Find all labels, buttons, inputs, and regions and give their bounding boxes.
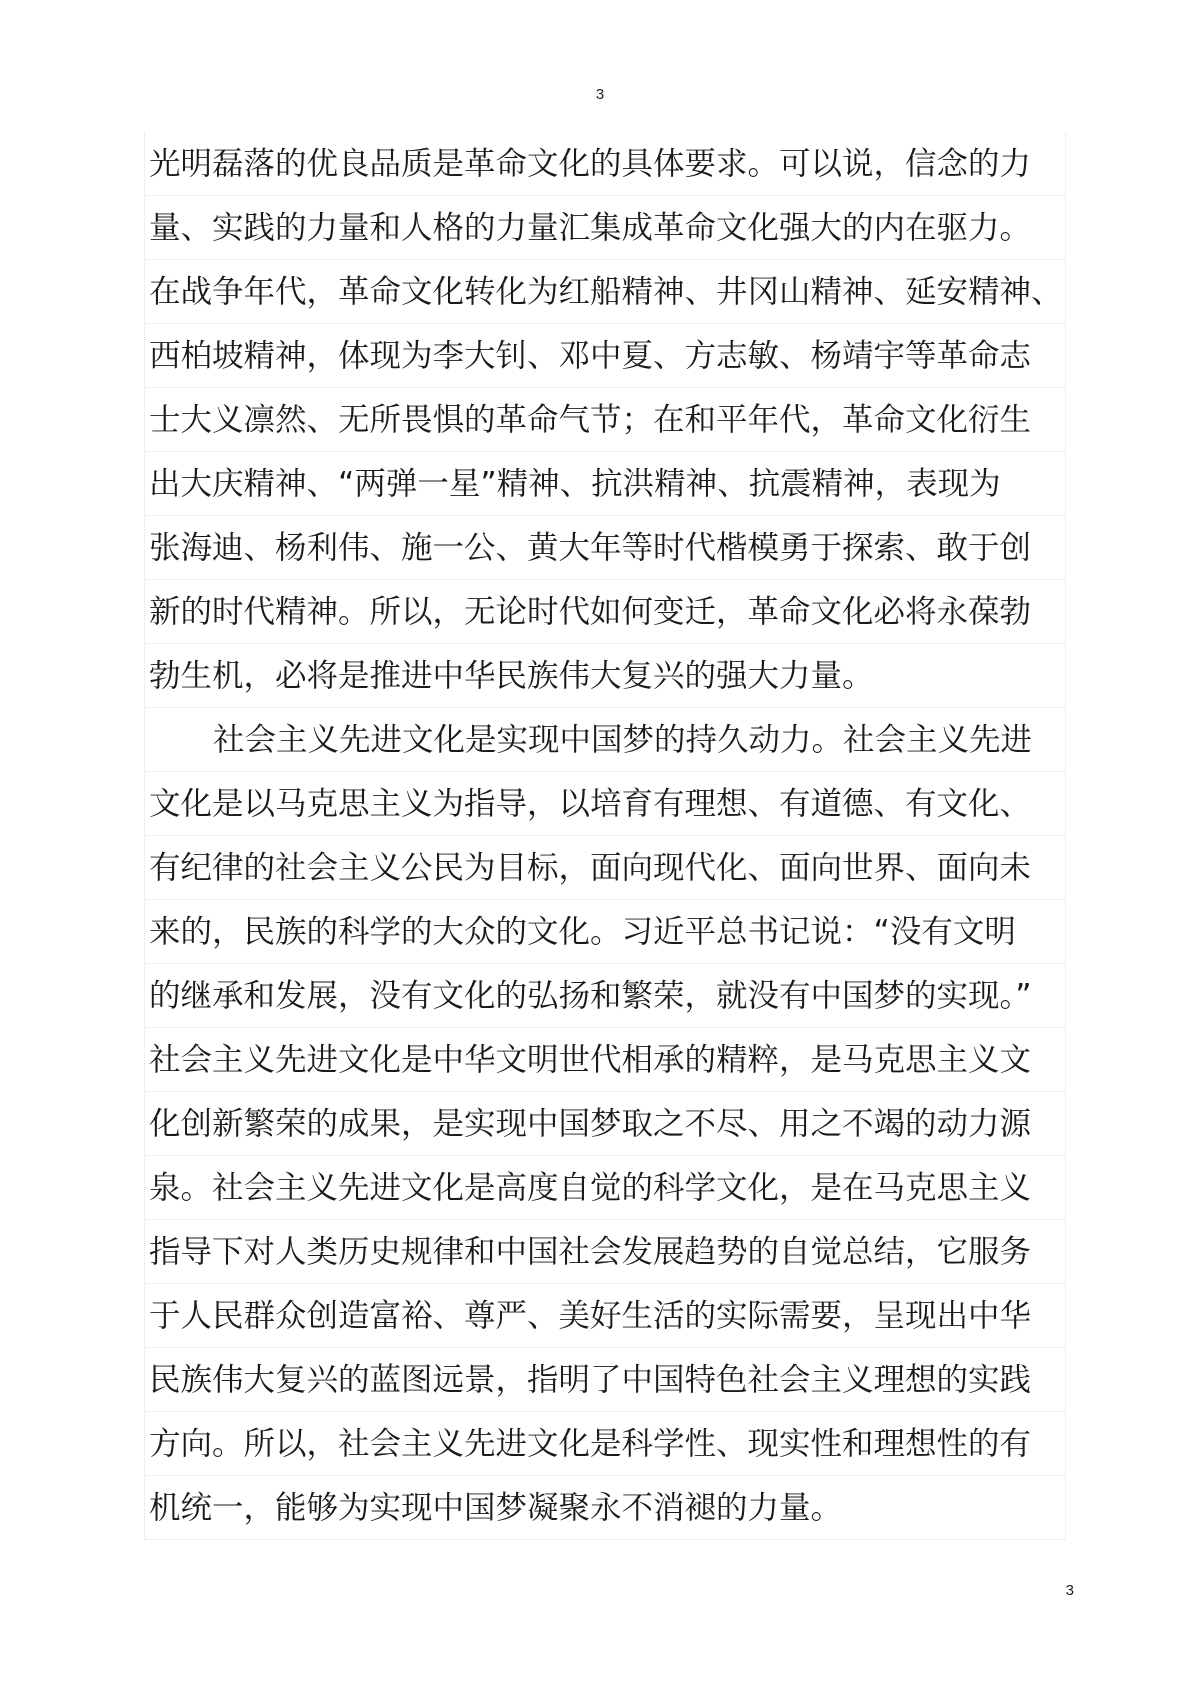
text-line: 的继承和发展，没有文化的弘扬和繁荣，就没有中国梦的实现。”	[145, 964, 1065, 1028]
document-body	[144, 132, 1066, 1540]
text-line: 西柏坡精神，体现为李大钊、邓中夏、方志敏、杨靖宇等革命志	[145, 324, 1065, 388]
text-line: 勃生机，必将是推进中华民族伟大复兴的强大力量。	[145, 644, 1065, 708]
text-line: 量、实践的力量和人格的力量汇集成革命文化强大的内在驱力。	[145, 196, 1065, 260]
text-line: 士大义凛然、无所畏惧的革命气节；在和平年代，革命文化衍生	[145, 388, 1065, 452]
text-line: 在战争年代，革命文化转化为红船精神、井冈山精神、延安精神、	[145, 260, 1065, 324]
text-line: 光明磊落的优良品质是革命文化的具体要求。可以说，信念的力	[145, 132, 1065, 196]
text-line: 方向。所以，社会主义先进文化是科学性、现实性和理想性的有	[145, 1412, 1065, 1476]
text-line: 化创新繁荣的成果，是实现中国梦取之不尽、用之不竭的动力源	[145, 1092, 1065, 1156]
text-line: 出大庆精神、“两弹一星”精神、抗洪精神、抗震精神，表现为	[145, 452, 1065, 516]
text-line: 文化是以马克思主义为指导，以培育有理想、有道德、有文化、	[145, 772, 1065, 836]
page-number-top: 3	[595, 86, 605, 103]
text-line: 有纪律的社会主义公民为目标，面向现代化、面向世界、面向未	[145, 836, 1065, 900]
text-line: 指导下对人类历史规律和中国社会发展趋势的自觉总结，它服务	[145, 1220, 1065, 1284]
text-line: 来的，民族的科学的大众的文化。习近平总书记说：“没有文明	[145, 900, 1065, 964]
page-number-bottom: 3	[1065, 1582, 1074, 1599]
text-line: 机统一，能够为实现中国梦凝聚永不消褪的力量。	[145, 1476, 1065, 1540]
paragraph-start-line: 社会主义先进文化是实现中国梦的持久动力。社会主义先进	[145, 708, 1065, 772]
text-line: 民族伟大复兴的蓝图远景，指明了中国特色社会主义理想的实践	[145, 1348, 1065, 1412]
text-line: 于人民群众创造富裕、尊严、美好生活的实际需要，呈现出中华	[145, 1284, 1065, 1348]
text-line: 张海迪、杨利伟、施一公、黄大年等时代楷模勇于探索、敢于创	[145, 516, 1065, 580]
text-line: 新的时代精神。所以，无论时代如何变迁，革命文化必将永葆勃	[145, 580, 1065, 644]
text-line: 社会主义先进文化是中华文明世代相承的精粹，是马克思主义文	[145, 1028, 1065, 1092]
text-line: 泉。社会主义先进文化是高度自觉的科学文化，是在马克思主义	[145, 1156, 1065, 1220]
